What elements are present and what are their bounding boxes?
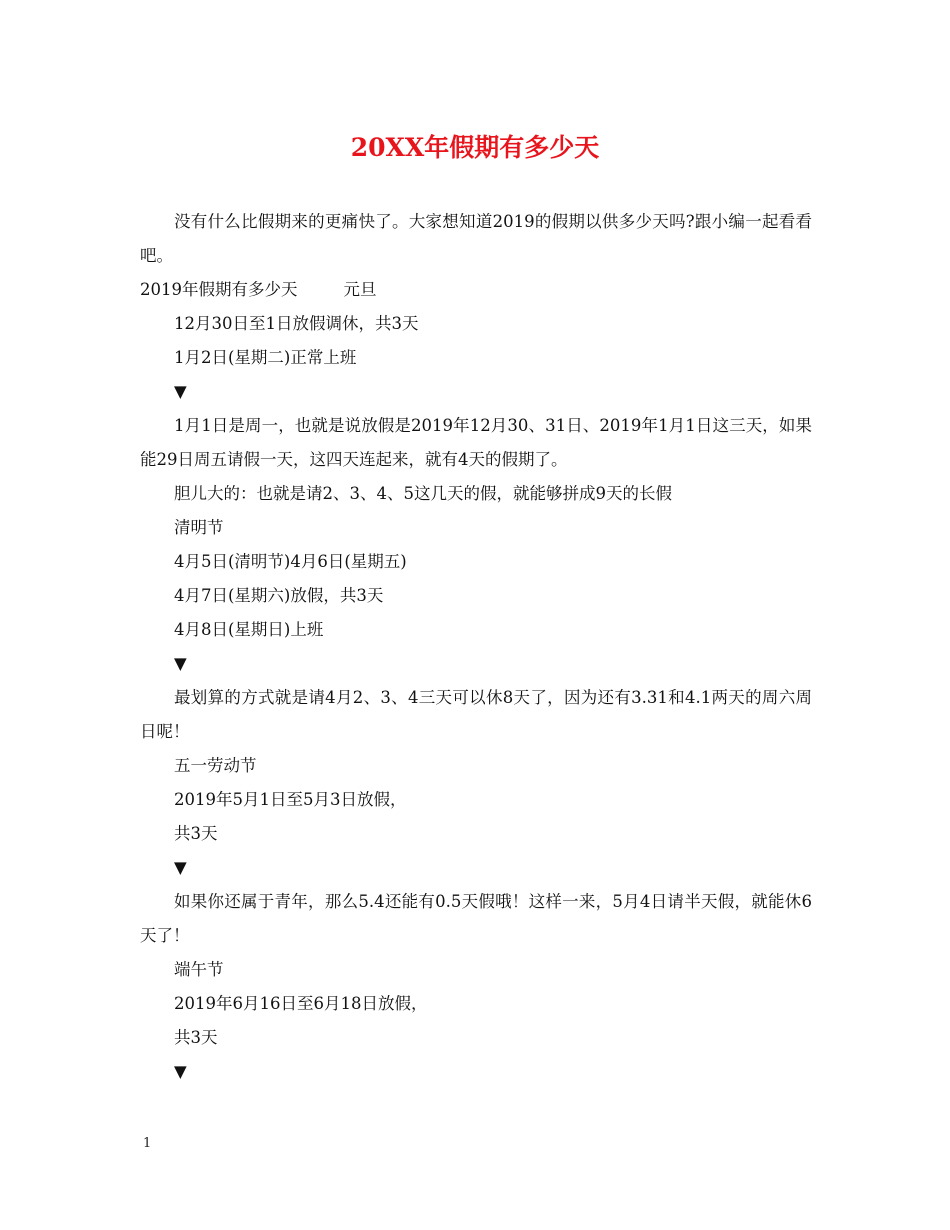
paragraph-line: 共3天 — [174, 1028, 218, 1047]
paragraph-line: 最划算的方式就是请4月2、3、4三天可以休8天了，因为还有3.31和4.1两天的周六周日呢！ — [140, 688, 812, 741]
document-body — [140, 205, 812, 1089]
document-title: 20XX年假期有多少天 — [350, 133, 600, 162]
intro-paragraph: 没有什么比假期来的更痛快了。大家想知道2019的假期以供多少天吗?跟小编一起看看吧。 — [140, 212, 812, 265]
section-heading-line — [140, 273, 812, 307]
section-heading-qingming: 清明节 — [174, 518, 224, 537]
down-triangle-icon: ▼ — [174, 1062, 187, 1081]
section-heading-dragon-boat: 端午节 — [174, 960, 224, 979]
paragraph-line: 共3天 — [174, 824, 218, 843]
paragraph-line: 2019年6月16日至6月18日放假， — [174, 994, 428, 1013]
paragraph-line: 4月8日(星期日)上班 — [174, 620, 324, 639]
down-triangle-icon: ▼ — [174, 382, 187, 401]
paragraph-line: 4月7日(星期六)放假，共3天 — [174, 586, 384, 605]
paragraph-line: 4月5日(清明节)4月6日(星期五) — [174, 552, 407, 571]
down-triangle-icon: ▼ — [174, 654, 187, 673]
paragraph-line: 如果你还属于青年，那么5.4还能有0.5天假哦！这样一来，5月4日请半天假，就能休6天了！ — [140, 892, 812, 945]
down-triangle-icon: ▼ — [174, 858, 187, 877]
section-heading-labor-day: 五一劳动节 — [174, 756, 257, 775]
page-number: 1 — [143, 1136, 152, 1151]
new-year-heading: 元旦 — [343, 280, 377, 299]
paragraph-line: 2019年5月1日至5月3日放假， — [174, 790, 407, 809]
paragraph-line: 胆儿大的：也就是请2、3、4、5这几天的假，就能够拼成9天的长假 — [174, 484, 672, 503]
paragraph-line: 12月30日至1日放假调休，共3天 — [174, 314, 419, 333]
year-heading: 2019年假期有多少天 — [140, 280, 298, 299]
paragraph-line: 1月2日(星期二)正常上班 — [174, 348, 357, 367]
paragraph-line: 1月1日是周一，也就是说放假是2019年12月30、31日、2019年1月1日这三天，如果能29日周五请假一天，这四天连起来，就有4天的假期了。 — [140, 416, 812, 469]
